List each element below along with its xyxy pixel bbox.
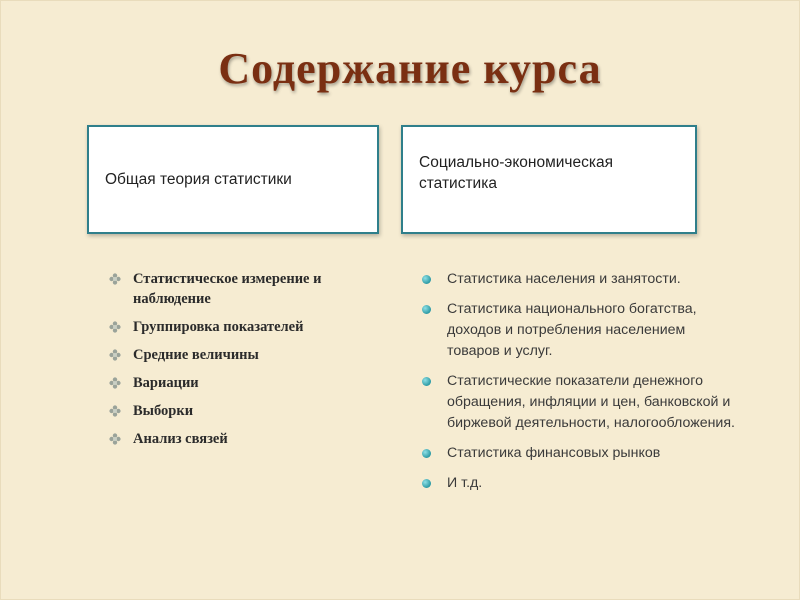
flower-bullet-icon <box>109 377 121 389</box>
list-item <box>103 401 393 421</box>
flower-bullet-icon <box>109 405 121 417</box>
list-item-text: Анализ связей <box>133 431 228 447</box>
dot-bullet-icon <box>422 377 431 386</box>
list-item <box>417 269 737 290</box>
flower-bullet-icon <box>109 349 121 361</box>
list-item-text: Средние величины <box>133 347 259 363</box>
socio-economic-label: Социально-экономическая статистика <box>419 153 613 192</box>
flower-bullet-icon <box>109 273 121 285</box>
socio-economic-list <box>417 269 737 503</box>
list-item-text: Статистика национального богатства, доходов и потребления населением товаров и услуг. <box>447 301 697 359</box>
list-item-text: Статистические показатели денежного обращения, инфляции и цен, банковской и биржевой деятельности, налогообложения. <box>447 373 735 431</box>
list-item-text: Вариации <box>133 375 199 391</box>
list-item-text: Выборки <box>133 403 194 419</box>
list-item <box>103 429 393 449</box>
slide-title <box>1 43 799 94</box>
dot-bullet-icon <box>422 275 431 284</box>
general-theory-label: Общая теория статистики <box>105 171 292 188</box>
list-item <box>103 317 393 337</box>
list-item-text: Статистическое измерение и наблюдение <box>133 271 322 307</box>
list-item <box>103 345 393 365</box>
flower-bullet-icon <box>109 433 121 445</box>
general-theory-list <box>103 269 393 457</box>
flower-bullet-icon <box>109 321 121 333</box>
dot-bullet-icon <box>422 305 431 314</box>
list-item <box>417 299 737 362</box>
list-item-text: Статистика финансовых рынков <box>447 445 661 461</box>
socio-economic-box <box>401 125 697 234</box>
list-item <box>417 473 737 494</box>
slide-title-text: Содержание курса <box>218 44 602 93</box>
list-item-text: И т.д. <box>447 475 483 491</box>
list-item-text: Статистика населения и занятости. <box>447 271 681 287</box>
list-item <box>103 373 393 393</box>
general-theory-box <box>87 125 379 234</box>
list-item-text: Группировка показателей <box>133 319 304 335</box>
list-item <box>417 443 737 464</box>
list-item <box>417 371 737 434</box>
dot-bullet-icon <box>422 479 431 488</box>
dot-bullet-icon <box>422 449 431 458</box>
list-item <box>103 269 393 309</box>
